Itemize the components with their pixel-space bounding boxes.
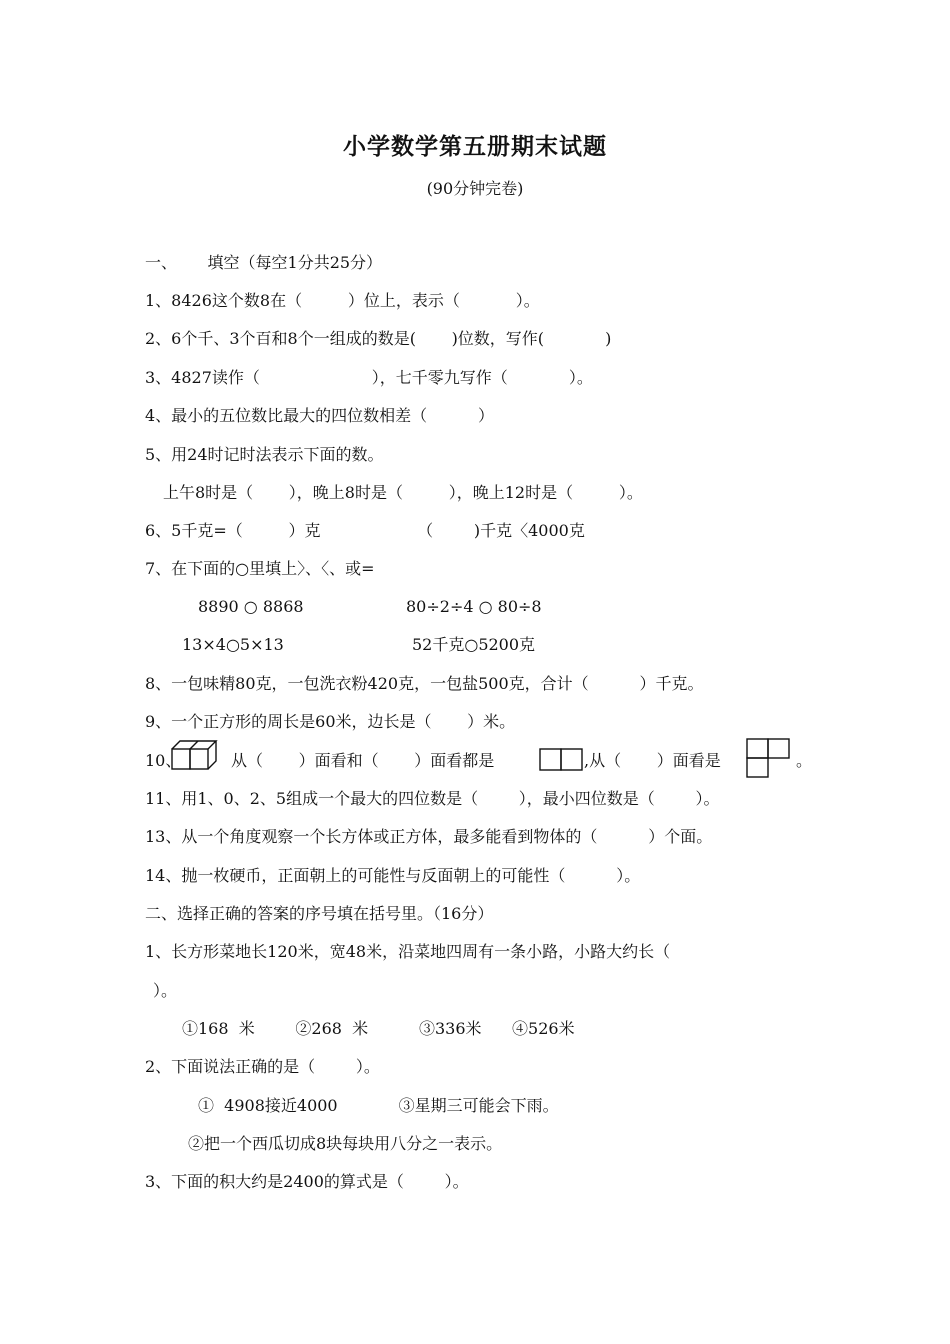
question-5-sub: 上午8时是（ ），晚上8时是（ ），晚上12时是（ ）。 bbox=[163, 483, 643, 502]
question-14: 14、抛一枚硬币，正面朝上的可能性与反面朝上的可能性（ ）。 bbox=[145, 866, 641, 885]
section2-question-2-option-a: ① 4908接近4000 ③星期三可能会下雨。 bbox=[198, 1096, 559, 1115]
l-shape-view-figure bbox=[746, 738, 792, 778]
question-10-text-a: 从（ ）面看和（ ）面看都是 bbox=[231, 751, 495, 770]
question-5: 5、用24时记时法表示下面的数。 bbox=[145, 445, 384, 464]
section2-question-1-cont: ）。 bbox=[153, 981, 178, 1000]
question-8: 8、一包味精80克，一包洗衣粉420克，一包盐500克，合计（ ）千克。 bbox=[145, 674, 704, 693]
two-squares-view-figure bbox=[539, 748, 583, 772]
section2-question-1-options: ①168 米 ②268 米 ③336米 ④526米 bbox=[182, 1019, 575, 1038]
section2-question-1: 1、长方形菜地长120米，宽48米，沿菜地四周有一条小路，小路大约长（ bbox=[145, 942, 671, 961]
section2-question-2-option-b: ②把一个西瓜切成8块每块用八分之一表示。 bbox=[188, 1134, 503, 1153]
question-10-number: 10、 bbox=[145, 751, 182, 770]
question-10-text-b: ,从（ ）面看是 bbox=[584, 751, 721, 770]
question-7: 7、在下面的○里填上〉、〈、或= bbox=[145, 559, 375, 578]
question-3: 3、4827读作（ ），七千零九写作（ ）。 bbox=[145, 368, 593, 387]
question-4: 4、最小的五位数比最大的四位数相差（ ） bbox=[145, 406, 495, 425]
question-7-c: 13×4○5×13 bbox=[182, 635, 284, 654]
exam-title: 小学数学第五册期末试题 bbox=[343, 134, 607, 160]
question-7-d: 52千克○5200克 bbox=[412, 635, 536, 654]
question-6: 6、5千克=（ ）克 （ )千克〈4000克 bbox=[145, 521, 585, 540]
question-7-b: 80÷2÷4 ○ 80÷8 bbox=[406, 597, 542, 616]
section2-question-2: 2、下面说法正确的是（ ）。 bbox=[145, 1057, 380, 1076]
section1-heading: 一、 填空（每空1分共25分） bbox=[145, 253, 383, 272]
question-13: 13、从一个角度观察一个长方体或正方体，最多能看到物体的（ ）个面。 bbox=[145, 827, 713, 846]
section2-heading: 二、选择正确的答案的序号填在括号里。（16分） bbox=[145, 904, 494, 923]
section2-question-3: 3、下面的积大约是2400的算式是（ ）。 bbox=[145, 1172, 469, 1191]
question-10-end: 。 bbox=[796, 751, 813, 770]
question-1: 1、8426这个数8在（ ）位上，表示（ ）。 bbox=[145, 291, 540, 310]
exam-subtitle: (90分钟完卷) bbox=[426, 179, 524, 198]
question-9: 9、一个正方形的周长是60米，边长是（ ）米。 bbox=[145, 712, 516, 731]
question-11: 11、用1、0、2、5组成一个最大的四位数是（ ），最小四位数是（ ）。 bbox=[145, 789, 720, 808]
question-7-a: 8890 ○ 8868 bbox=[198, 597, 304, 616]
cube-pair-figure bbox=[170, 737, 226, 773]
question-2: 2、6个千、3个百和8个一组成的数是( )位数，写作( ) bbox=[145, 329, 612, 348]
